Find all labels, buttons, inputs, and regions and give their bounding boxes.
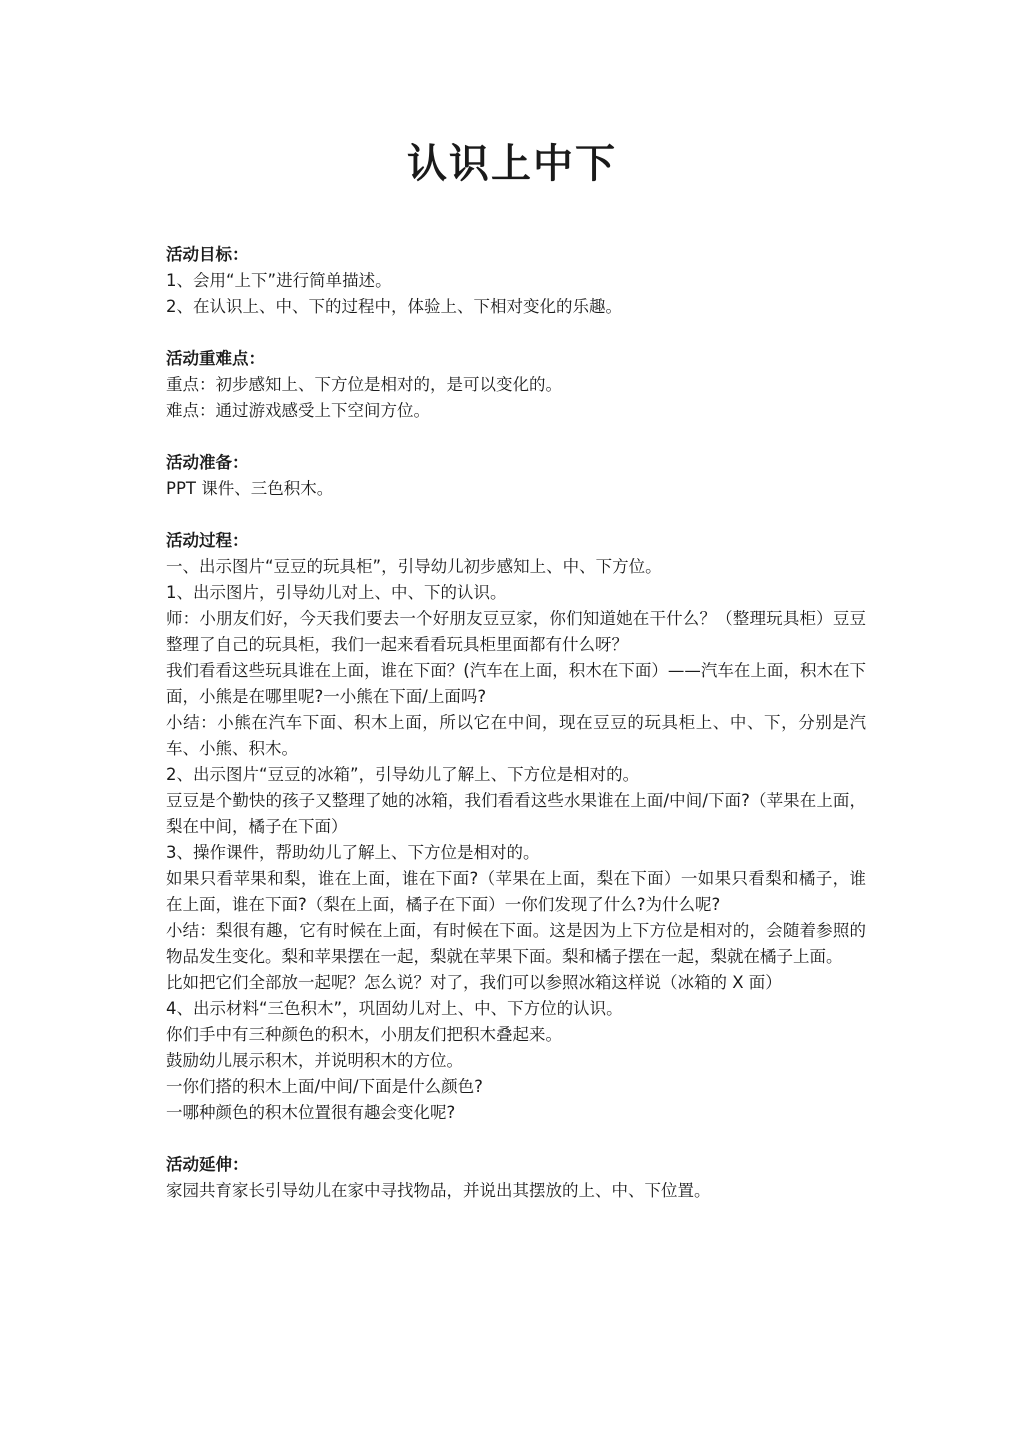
paragraph: 一你们搭的积木上面/中间/下面是什么颜色? <box>166 1077 483 1096</box>
section-heading: 活动过程： <box>166 531 249 550</box>
paragraph: 家园共育家长引导幼儿在家中寻找物品，并说出其摆放的上、中、下位置。 <box>166 1181 711 1200</box>
section-key-points <box>166 346 866 424</box>
paragraph: 难点：通过游戏感受上下空间方位。 <box>166 401 430 420</box>
paragraph: 4、出示材料“三色积木”，巩固幼儿对上、中、下方位的认识。 <box>166 999 623 1018</box>
paragraph: 比如把它们全部放一起呢？怎么说？对了，我们可以参照冰箱这样说（冰箱的 X 面） <box>166 973 782 992</box>
section-heading: 活动准备： <box>166 453 249 472</box>
paragraph: 师：小朋友们好，今天我们要去一个好朋友豆豆家，你们知道她在干什么？（整理玩具柜）豆豆整理了自己的玩具柜，我们一起来看看玩具柜里面都有什么呀？ <box>166 609 866 654</box>
paragraph: 重点：初步感知上、下方位是相对的，是可以变化的。 <box>166 375 562 394</box>
paragraph: PPT 课件、三色积木。 <box>166 479 334 498</box>
paragraph: 如果只看苹果和梨，谁在上面，谁在下面?（苹果在上面，梨在下面）一如果只看梨和橘子，谁在上面，谁在下面?（梨在上面，橘子在下面）一你们发现了什么?为什么呢? <box>166 869 866 914</box>
paragraph: 一、出示图片“豆豆的玩具柜”，引导幼儿初步感知上、中、下方位。 <box>166 557 662 576</box>
section-preparation <box>166 450 866 502</box>
paragraph: 2、在认识上、中、下的过程中，体验上、下相对变化的乐趣。 <box>166 297 622 316</box>
paragraph: 1、出示图片，引导幼儿对上、中、下的认识。 <box>166 583 507 602</box>
section-heading: 活动延伸： <box>166 1155 249 1174</box>
document-body <box>166 242 866 1230</box>
document-title: 认识上中下 <box>407 141 617 187</box>
paragraph: 豆豆是个勤快的孩子又整理了她的冰箱，我们看看这些水果谁在上面/中间/下面?（苹果在上面，梨在中间，橘子在下面） <box>166 791 866 836</box>
paragraph: 鼓励幼儿展示积木，并说明积木的方位。 <box>166 1051 463 1070</box>
section-goals <box>166 242 866 320</box>
paragraph: 我们看看这些玩具谁在上面，谁在下面？(汽车在上面，积木在下面）——汽车在上面，积木在下面，小熊是在哪里呢?一小熊在下面/上面吗? <box>166 661 866 706</box>
paragraph: 2、出示图片“豆豆的冰箱”，引导幼儿了解上、下方位是相对的。 <box>166 765 640 784</box>
paragraph: 1、会用“上下”进行简单描述。 <box>166 271 392 290</box>
section-heading: 活动目标： <box>166 245 249 264</box>
paragraph: 小结：梨很有趣，它有时候在上面，有时候在下面。这是因为上下方位是相对的，会随着参照的物品发生变化。梨和苹果摆在一起，梨就在苹果下面。梨和橘子摆在一起，梨就在橘子上面。 <box>166 921 866 966</box>
section-heading: 活动重难点： <box>166 349 265 368</box>
section-process <box>166 528 866 1126</box>
paragraph: 一哪种颜色的积木位置很有趣会变化呢? <box>166 1103 456 1122</box>
paragraph: 小结：小熊在汽车下面、积木上面，所以它在中间，现在豆豆的玩具柜上、中、下，分别是汽车、小熊、积木。 <box>166 713 866 758</box>
paragraph: 你们手中有三种颜色的积木，小朋友们把积木叠起来。 <box>166 1025 562 1044</box>
paragraph: 3、操作课件，帮助幼儿了解上、下方位是相对的。 <box>166 843 540 862</box>
section-extension <box>166 1152 866 1204</box>
